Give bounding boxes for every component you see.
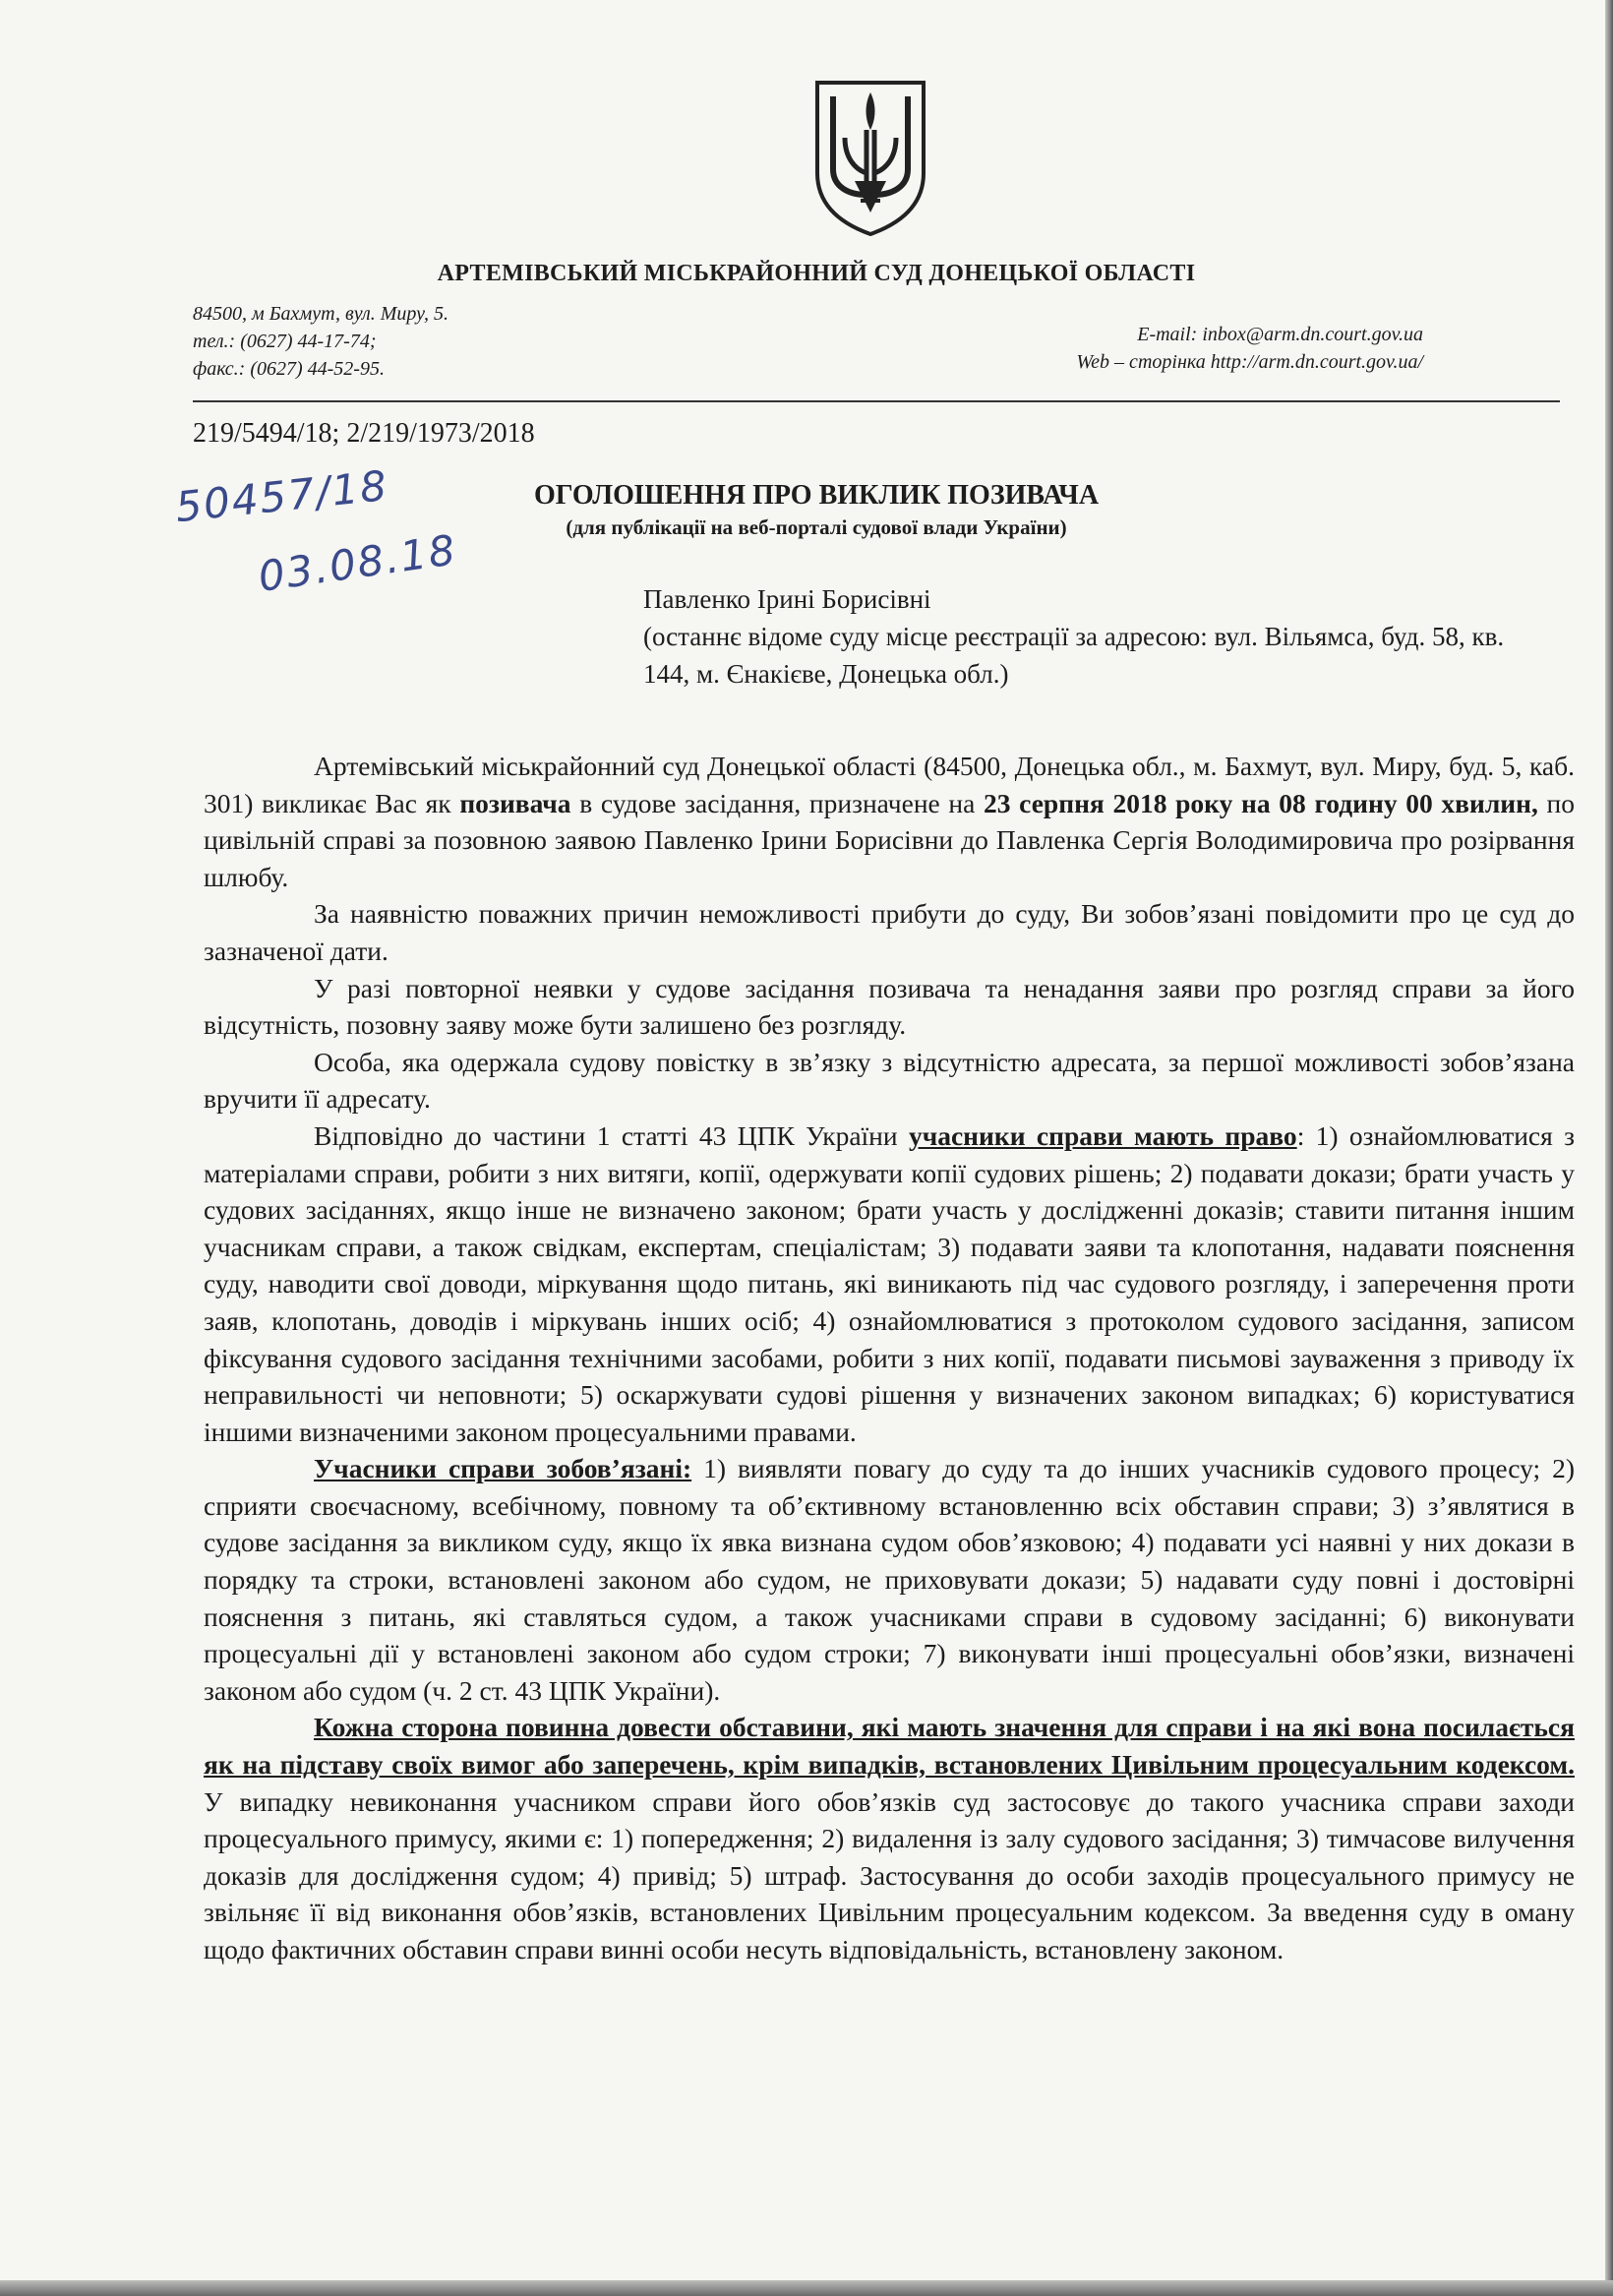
court-name: АРТЕМІВСЬКИЙ МІСЬКРАЙОННИЙ СУД ДОНЕЦЬКОЇ ОБЛАСТІ	[437, 261, 1196, 286]
rights-heading: учасники справи мають право	[908, 1119, 1297, 1151]
case-numbers: 219/5494/18; 2/219/1973/2018	[193, 418, 535, 449]
hearing-datetime: 23 серпня 2018 року на 08 годину 00 хвилин,	[984, 787, 1538, 818]
court-phone: тел.: (0627) 44-17-74;	[193, 331, 377, 352]
court-contacts-left	[193, 300, 448, 383]
duties-heading: Учасники справи зобов’язані:	[314, 1453, 692, 1484]
scan-edge-right	[1605, 0, 1613, 2296]
handwritten-date: 03.08.18	[255, 525, 460, 601]
notice-body	[204, 748, 1575, 1968]
burden-of-proof-statement: Кожна сторона повинна довести обставини, які мають значення для справи і на які вона посилається як на підставу своїх вимог або заперечень, крім випадків, встановлених Цивільним процесуальним кодексом.	[204, 1712, 1575, 1781]
addressee-name: Павленко Ірині Борисівні	[643, 584, 931, 614]
paragraph-participant-rights: Відповідно до частини 1 статті 43 ЦПК України учасники справи мають право: 1) ознайомлюватися з матеріалами справи, робити з них витяги, копії, одержувати копії судових рішень; 2) подавати докази; брати участь у судових засіданнях, якщо інше не визначено законом; брати участь у дослідженні доказів; ставити питання іншим учасникам справи, а також свідкам, експертам, спеціалістам; 3) подавати заяви та клопотання, надавати пояснення суду, наводити свої доводи, міркування щодо питань, які виникають під час судового розгляду, і заперечення проти заяв, клопотань, доводів і міркувань інших осіб; 4) ознайомлюватися з протоколом судового засідання, записом фіксування судового засідання технічними засобами, робити з них копії, подавати письмові зауваження з приводу їх неправильності чи неповноти; 5) оскаржувати судові рішення у визначених законом випадках; 6) користуватися іншими визначеними законом процесуальними правами.	[204, 1119, 1575, 1447]
paragraph-participant-duties: Учасники справи зобов’язані: 1) виявляти повагу до суду та до інших учасників судового процесу; 2) сприяти своєчасному, всебічному, повному та об’єктивному встановленню всіх обставин справи; 3) з’являтися в судове засідання за викликом суду, якщо їх явка визнана судом обов’язковою; 4) подавати усі наявні у них докази в порядку та строки, встановлені законом або судом, не приховувати докази; 5) надавати суду повні і достовірні пояснення з питань, які ставляться судом, а також учасниками справи в судовому засіданні; 6) виконувати процесуальні дії у встановлені законом або судом строки; 7) виконувати інші процесуальні обов’язки, визначені законом або судом (ч. 2 ст. 43 ЦПК України).	[204, 1453, 1575, 1706]
court-email: E-mail: inbox@arm.dn.court.gov.ua	[1137, 324, 1423, 345]
addressee-block	[643, 580, 1528, 693]
paragraph-summons-delivery: Особа, яка одержала судову повістку в зв’язку з відсутністю адресата, за першої можливості зобов’язана вручити її адресату.	[204, 1046, 1575, 1115]
court-address: 84500, м Бахмут, вул. Миру, 5.	[193, 303, 449, 325]
role-plaintiff: позивача	[459, 787, 571, 818]
paragraph-repeat-absence: У разі повторної неявки у судове засідання позивача та ненадання заяви про розгляд справи за його відсутність, позовну заяву може бути залишено без розгляду.	[204, 972, 1575, 1041]
handwritten-registration-number: 50457/18	[173, 460, 391, 532]
paragraph-notify-court: За наявністю поважних причин неможливості прибути до суду, Ви зобов’язані повідомити про це суд до зазначеної дати.	[204, 898, 1575, 966]
paragraph-summons: Артемівський міськрайонний суд Донецької області (84500, Донецька обл., м. Бахмут, вул. Миру, буд. 5, каб. 301) викликає Вас як позивача в судове засідання, призначене на 23 серпня 2018 року на 08 годину 00 хвилин, по цивільній справі за позовною заявою Павленко Ірини Борисівни до Павленка Сергія Володимировича про розірвання шлюбу.	[204, 751, 1576, 892]
header-divider	[193, 400, 1560, 402]
paragraph-burden-of-proof: Кожна сторона повинна довести обставини, які мають значення для справи і на які вона посилається як на підставу своїх вимог або заперечень, крім випадків, встановлених Цивільним процесуальним кодексом. У випадку невиконання учасником справи його обов’язків суд застосовує до такого учасника справи заходи процесуального примусу, якими є: 1) попередження; 2) видалення із залу судового засідання; 3) тимчасове вилучення доказів для дослідження судом; 4) привід; 5) штраф. Застосування до особи заходів процесуального примусу не звільняє її від виконання обов’язків, встановлених Цивільним процесуальним кодексом. За введення суду в оману щодо фактичних обставин справи винні особи несуть відповідальність, встановлену законом.	[204, 1712, 1575, 1964]
document-subtitle: (для публікації на веб-порталі судової влади України)	[566, 515, 1067, 539]
document-title: ОГОЛОШЕННЯ ПРО ВИКЛИК ПОЗИВАЧА	[533, 480, 1100, 511]
court-fax: факс.: (0627) 44-52-95.	[193, 358, 385, 380]
addressee-address: (останнє відоме суду місце реєстрації за адресою: вул. Вільямса, буд. 58, кв. 144, м. Єнакієве, Донецька обл.)	[643, 622, 1505, 689]
court-contacts-right	[1076, 321, 1423, 376]
scan-edge-bottom	[0, 2280, 1613, 2296]
trident-emblem-icon	[809, 79, 931, 236]
court-website: Web – сторінка http://arm.dn.court.gov.ua/	[1076, 351, 1423, 373]
